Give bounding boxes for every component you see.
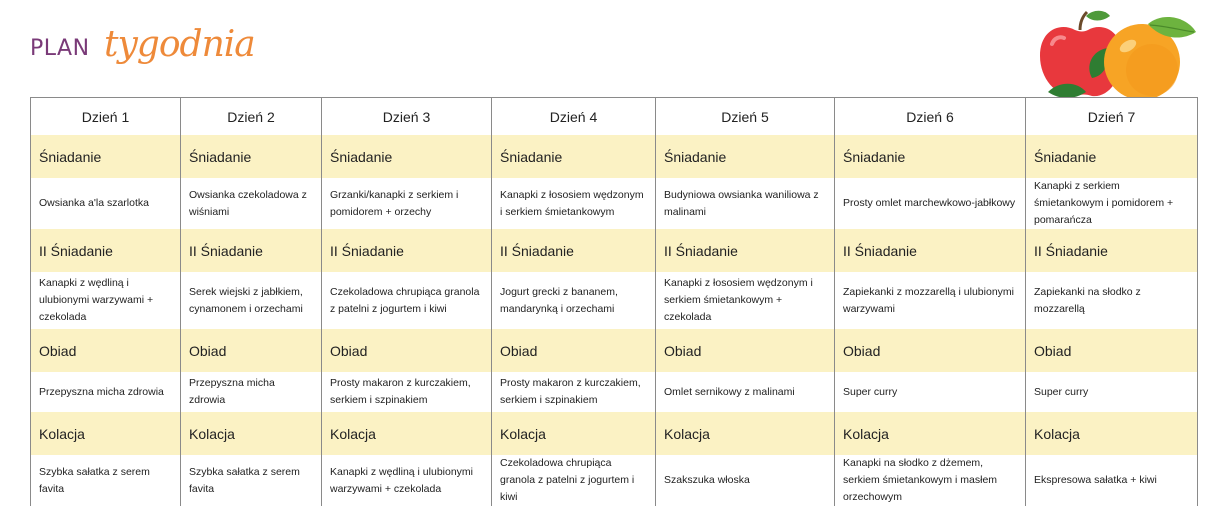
orange-shade <box>1126 44 1178 96</box>
dish-cell: Grzanki/kanapki z serkiem i pomidorem + orzechy <box>322 178 492 229</box>
dish-cell: Prosty omlet marchewkowo-jabłkowy <box>835 178 1026 229</box>
day-header: Dzień 6 <box>835 98 1026 136</box>
dish-cell: Szybka sałatka z serem favita <box>31 455 181 506</box>
dish-cell: Kanapki z łososiem wędzonym i serkiem śmietankowym + czekolada <box>656 272 835 329</box>
meal-label: Śniadanie <box>656 135 835 178</box>
meal-label: Śniadanie <box>492 135 656 178</box>
dish-cell: Czekoladowa chrupiąca granola z patelni z jogurtem i kiwi <box>492 455 656 506</box>
dish-cell: Przepyszna micha zdrowia <box>31 372 181 412</box>
dish-cell: Kanapki z łososiem wędzonym i serkiem śmietankowym <box>492 178 656 229</box>
day-header: Dzień 1 <box>31 98 181 136</box>
meal-label: Kolacja <box>181 412 322 455</box>
meal-label: Śniadanie <box>181 135 322 178</box>
dish-cell: Omlet sernikowy z malinami <box>656 372 835 412</box>
meal-label: II Śniadanie <box>656 229 835 272</box>
dish-cell: Szybka sałatka z serem favita <box>181 455 322 506</box>
meal-label-row <box>31 329 1198 372</box>
dish-cell: Jogurt grecki z bananem, mandarynką i orzechami <box>492 272 656 329</box>
meal-label: Obiad <box>835 329 1026 372</box>
meal-label: Obiad <box>656 329 835 372</box>
meal-label: Śniadanie <box>322 135 492 178</box>
day-header: Dzień 3 <box>322 98 492 136</box>
dish-row <box>31 272 1198 329</box>
day-header: Dzień 4 <box>492 98 656 136</box>
meal-label: Kolacja <box>1026 412 1198 455</box>
meal-label: II Śniadanie <box>1026 229 1198 272</box>
meal-label-row <box>31 229 1198 272</box>
apple-leaf <box>1086 11 1110 21</box>
dish-cell: Kanapki z wędliną i ulubionymi warzywami + czekolada <box>31 272 181 329</box>
dish-cell: Kanapki na słodko z dżemem, serkiem śmietankowym i masłem orzechowym <box>835 455 1026 506</box>
day-header: Dzień 5 <box>656 98 835 136</box>
meal-label: Obiad <box>322 329 492 372</box>
title-script: tygodnia <box>104 24 255 65</box>
meal-label: Obiad <box>1026 329 1198 372</box>
dish-cell: Budyniowa owsianka waniliowa z malinami <box>656 178 835 229</box>
meal-label: Kolacja <box>322 412 492 455</box>
day-header: Dzień 2 <box>181 98 322 136</box>
meal-label: Obiad <box>31 329 181 372</box>
title-plan: PLAN <box>30 36 90 61</box>
dish-cell: Kanapki z serkiem śmietankowym i pomidorem + pomarańcza <box>1026 178 1198 229</box>
dish-cell: Owsianka czekoladowa z wiśniami <box>181 178 322 229</box>
dish-cell: Prosty makaron z kurczakiem, serkiem i szpinakiem <box>492 372 656 412</box>
meal-label: Kolacja <box>492 412 656 455</box>
dish-cell: Prosty makaron z kurczakiem, serkiem i szpinakiem <box>322 372 492 412</box>
dish-cell: Serek wiejski z jabłkiem, cynamonem i orzechami <box>181 272 322 329</box>
meal-label: II Śniadanie <box>31 229 181 272</box>
meal-label: II Śniadanie <box>492 229 656 272</box>
meal-label: Kolacja <box>656 412 835 455</box>
meal-label: II Śniadanie <box>322 229 492 272</box>
meal-label: Obiad <box>492 329 656 372</box>
meal-label-row <box>31 412 1198 455</box>
dish-cell: Super curry <box>1026 372 1198 412</box>
meal-label: Obiad <box>181 329 322 372</box>
dish-cell: Szakszuka włoska <box>656 455 835 506</box>
dish-row <box>31 455 1198 506</box>
meal-label: Kolacja <box>31 412 181 455</box>
apple-stem <box>1080 12 1087 30</box>
dish-cell: Super curry <box>835 372 1026 412</box>
day-header: Dzień 7 <box>1026 98 1198 136</box>
dish-cell: Przepyszna micha zdrowia <box>181 372 322 412</box>
meal-label: II Śniadanie <box>835 229 1026 272</box>
dish-row <box>31 372 1198 412</box>
meal-label: Kolacja <box>835 412 1026 455</box>
dish-cell: Czekoladowa chrupiąca granola z patelni z jogurtem i kiwi <box>322 272 492 329</box>
meal-label: Śniadanie <box>1026 135 1198 178</box>
dish-cell: Ekspresowa sałatka + kiwi <box>1026 455 1198 506</box>
dish-cell: Owsianka a'la szarlotka <box>31 178 181 229</box>
weekly-plan-table <box>30 97 1198 506</box>
meal-label-row <box>31 135 1198 178</box>
meal-label: II Śniadanie <box>181 229 322 272</box>
meal-label: Śniadanie <box>835 135 1026 178</box>
dish-cell: Zapiekanki na słodko z mozzarellą <box>1026 272 1198 329</box>
fruit-illustration <box>1030 8 1205 108</box>
meal-label: Śniadanie <box>31 135 181 178</box>
dish-row <box>31 178 1198 229</box>
dish-cell: Kanapki z wędliną i ulubionymi warzywami + czekolada <box>322 455 492 506</box>
dish-cell: Zapiekanki z mozzarellą i ulubionymi warzywami <box>835 272 1026 329</box>
day-header-row <box>31 98 1198 136</box>
